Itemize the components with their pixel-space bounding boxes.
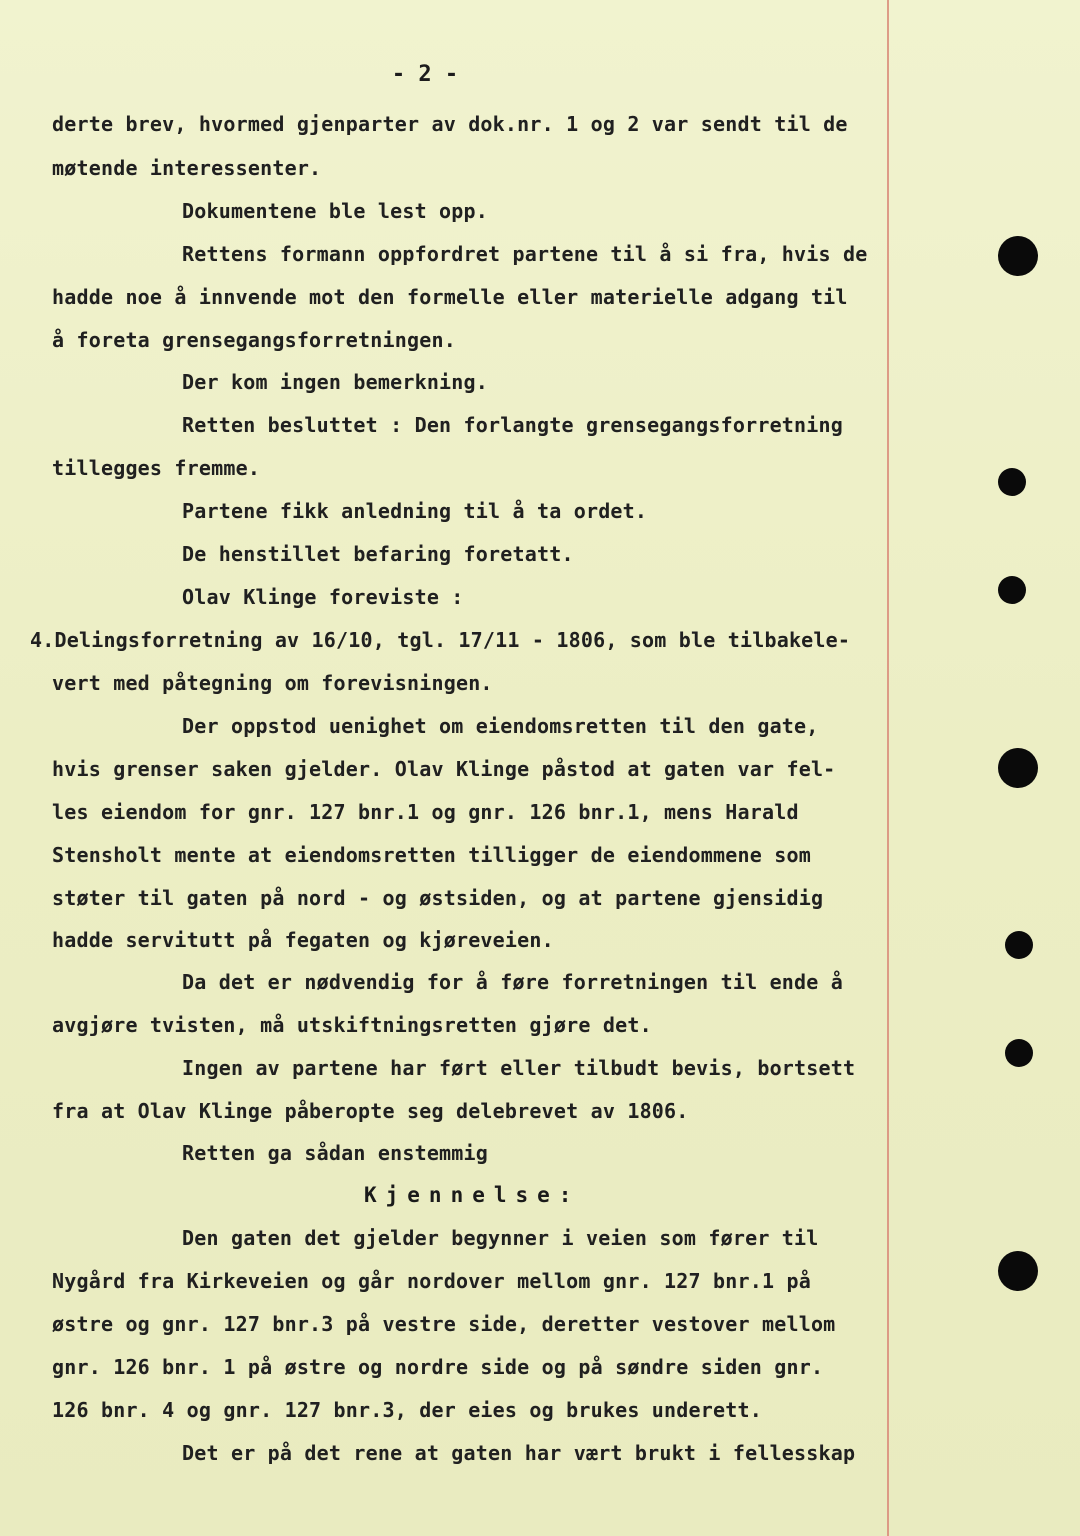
text-line: Stensholt mente at eiendomsretten tilligger de eiendommene som — [52, 843, 811, 867]
margin-rule — [887, 0, 889, 1536]
text-line: tillegges fremme. — [52, 456, 261, 480]
text-line: avgjøre tvisten, må utskiftningsretten gjøre det. — [52, 1013, 652, 1037]
text-line: 126 bnr. 4 og gnr. 127 bnr.3, der eies og brukes underett. — [52, 1398, 762, 1422]
text-line: Der oppstod uenighet om eiendomsretten til den gate, — [182, 714, 819, 738]
text-line: Partene fikk anledning til å ta ordet. — [182, 499, 648, 523]
text-line: Rettens formann oppfordret partene til å si fra, hvis de — [182, 242, 868, 266]
punch-hole — [1005, 1039, 1033, 1067]
punch-hole — [1005, 931, 1033, 959]
text-line: møtende interessenter. — [52, 156, 322, 180]
text-line: De henstillet befaring foretatt. — [182, 542, 574, 566]
text-line: støter til gaten på nord - og østsiden, og at partene gjensidig — [52, 886, 824, 910]
text-line: Retten besluttet : Den forlangte grensegangsforretning — [182, 413, 844, 437]
page-number: - 2 - — [391, 62, 459, 87]
text-line: Retten ga sådan enstemmig — [182, 1141, 489, 1165]
punch-hole — [998, 236, 1038, 276]
text-line: Den gaten det gjelder begynner i veien som fører til — [182, 1226, 819, 1250]
ruling-heading: Kjennelse: — [364, 1183, 581, 1207]
punch-hole — [998, 1251, 1038, 1291]
text-line: østre og gnr. 127 bnr.3 på vestre side, deretter vestover mellom — [52, 1312, 836, 1336]
text-line: gnr. 126 bnr. 1 på østre og nordre side og på søndre siden gnr. — [52, 1355, 824, 1379]
text-line: 4.Delingsforretning av 16/10, tgl. 17/11 - 1806, som ble tilbakele- — [30, 628, 851, 652]
text-line: Da det er nødvendig for å føre forretningen til ende å — [182, 970, 844, 994]
text-line: Der kom ingen bemerkning. — [182, 370, 489, 394]
text-line: les eiendom for gnr. 127 bnr.1 og gnr. 126 bnr.1, mens Harald — [52, 800, 799, 824]
punch-hole — [998, 748, 1038, 788]
text-line: hadde noe å innvende mot den formelle eller materielle adgang til — [52, 285, 848, 309]
text-line: Olav Klinge foreviste : — [182, 585, 464, 609]
punch-hole — [998, 468, 1026, 496]
text-line: Det er på det rene at gaten har vært brukt i fellesskap — [182, 1441, 856, 1465]
text-line: hvis grenser saken gjelder. Olav Klinge påstod at gaten var fel- — [52, 757, 836, 781]
text-line: Ingen av partene har ført eller tilbudt bevis, bortsett — [182, 1056, 856, 1080]
text-line: hadde servitutt på fegaten og kjøreveien. — [52, 928, 554, 952]
text-line: Nygård fra Kirkeveien og går nordover mellom gnr. 127 bnr.1 på — [52, 1269, 811, 1293]
text-line: vert med påtegning om forevisningen. — [52, 671, 493, 695]
punch-hole — [998, 576, 1026, 604]
text-line: å foreta grensegangsforretningen. — [52, 328, 456, 352]
text-line: fra at Olav Klinge påberopte seg delebrevet av 1806. — [52, 1099, 689, 1123]
text-line: derte brev, hvormed gjenparter av dok.nr. 1 og 2 var sendt til de — [52, 112, 848, 136]
text-line: Dokumentene ble lest opp. — [182, 199, 489, 223]
